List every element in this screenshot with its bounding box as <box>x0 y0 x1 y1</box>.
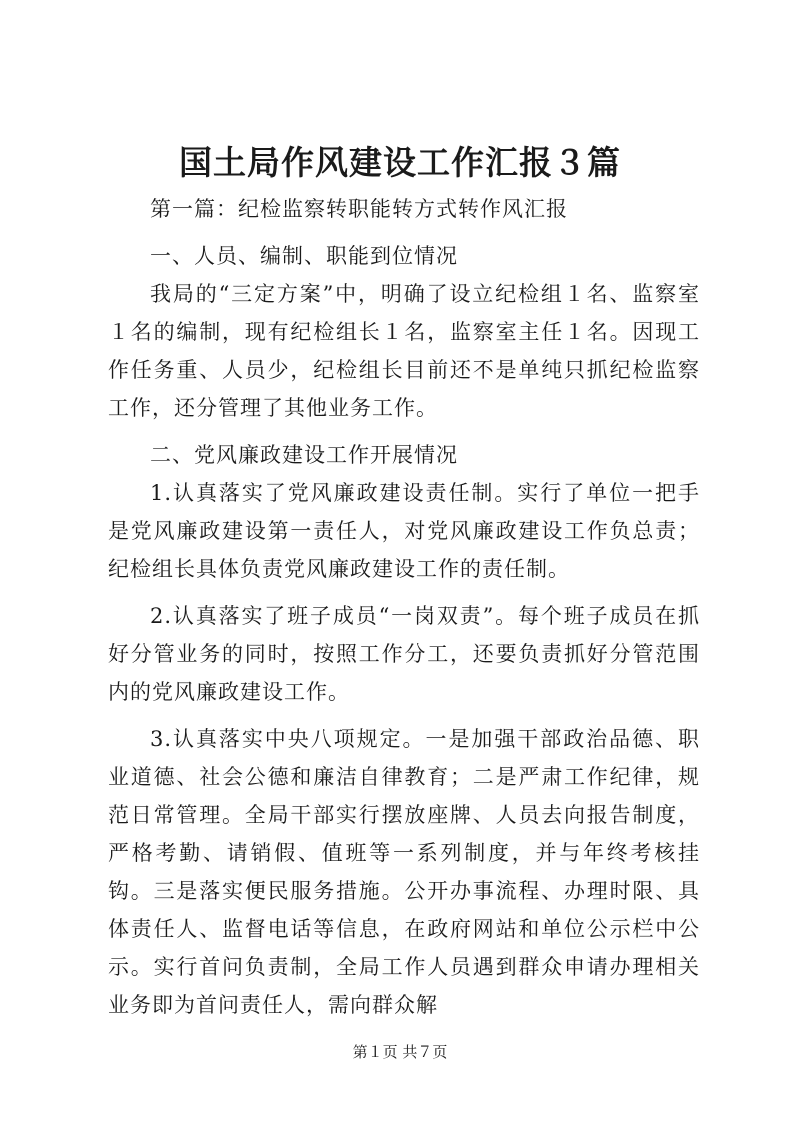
page-title: 国土局作风建设工作汇报３篇 <box>179 143 621 182</box>
paragraph-item-2: 2.认真落实了班子成员“一岗双责”。每个班子成员在抓好分管业务的同时，按照工作分工，还要负责抓好分管范围内的党风廉政建设工作。 <box>108 604 700 704</box>
paragraph-item-1: 1.认真落实了党风廉政建设责任制。实行了单位一把手是党风廉政建设第一责任人，对党风廉政建设工作负总责；纪检组长具体负责党风廉政建设工作的责任制。 <box>108 481 700 581</box>
subheading-staffing: 一、人员、编制、职能到位情况 <box>150 244 458 268</box>
paragraph-item-3: 3.认真落实中央八项规定。一是加强干部政治品德、职业道德、社会公德和廉洁自律教育；二是严肃工作纪律，规范日常管理。全局干部实行摆放座牌、人员去向报告制度，严格考勤、请销假、值班等一系列制度，并与年终考核挂钩。三是落实便民服务措施。公开办事流程、办理时限、具体责任人、监督电话等信息，在政府网站和单位公示栏中公示。实行首问负责制，全局工作人员遇到群众申请办理相关业务即为首问责任人，需向群众解 <box>108 727 700 1017</box>
page-footer: 第１页 共７页 <box>352 1043 448 1061</box>
section-heading: 第一篇：纪检监察转职能转方式转作风汇报 <box>150 197 568 221</box>
paragraph-staffing: 我局的“三定方案”中，明确了设立纪检组１名、监察室１名的编制，现有纪检组长１名，监察室主任１名。因现工作任务重、人员少，纪检组长目前还不是单纯只抓纪检监察工作，还分管理了其他业务工作。 <box>108 282 700 420</box>
document-body <box>108 190 700 1024</box>
subheading-integrity-work: 二、党风廉政建设工作开展情况 <box>150 443 458 467</box>
